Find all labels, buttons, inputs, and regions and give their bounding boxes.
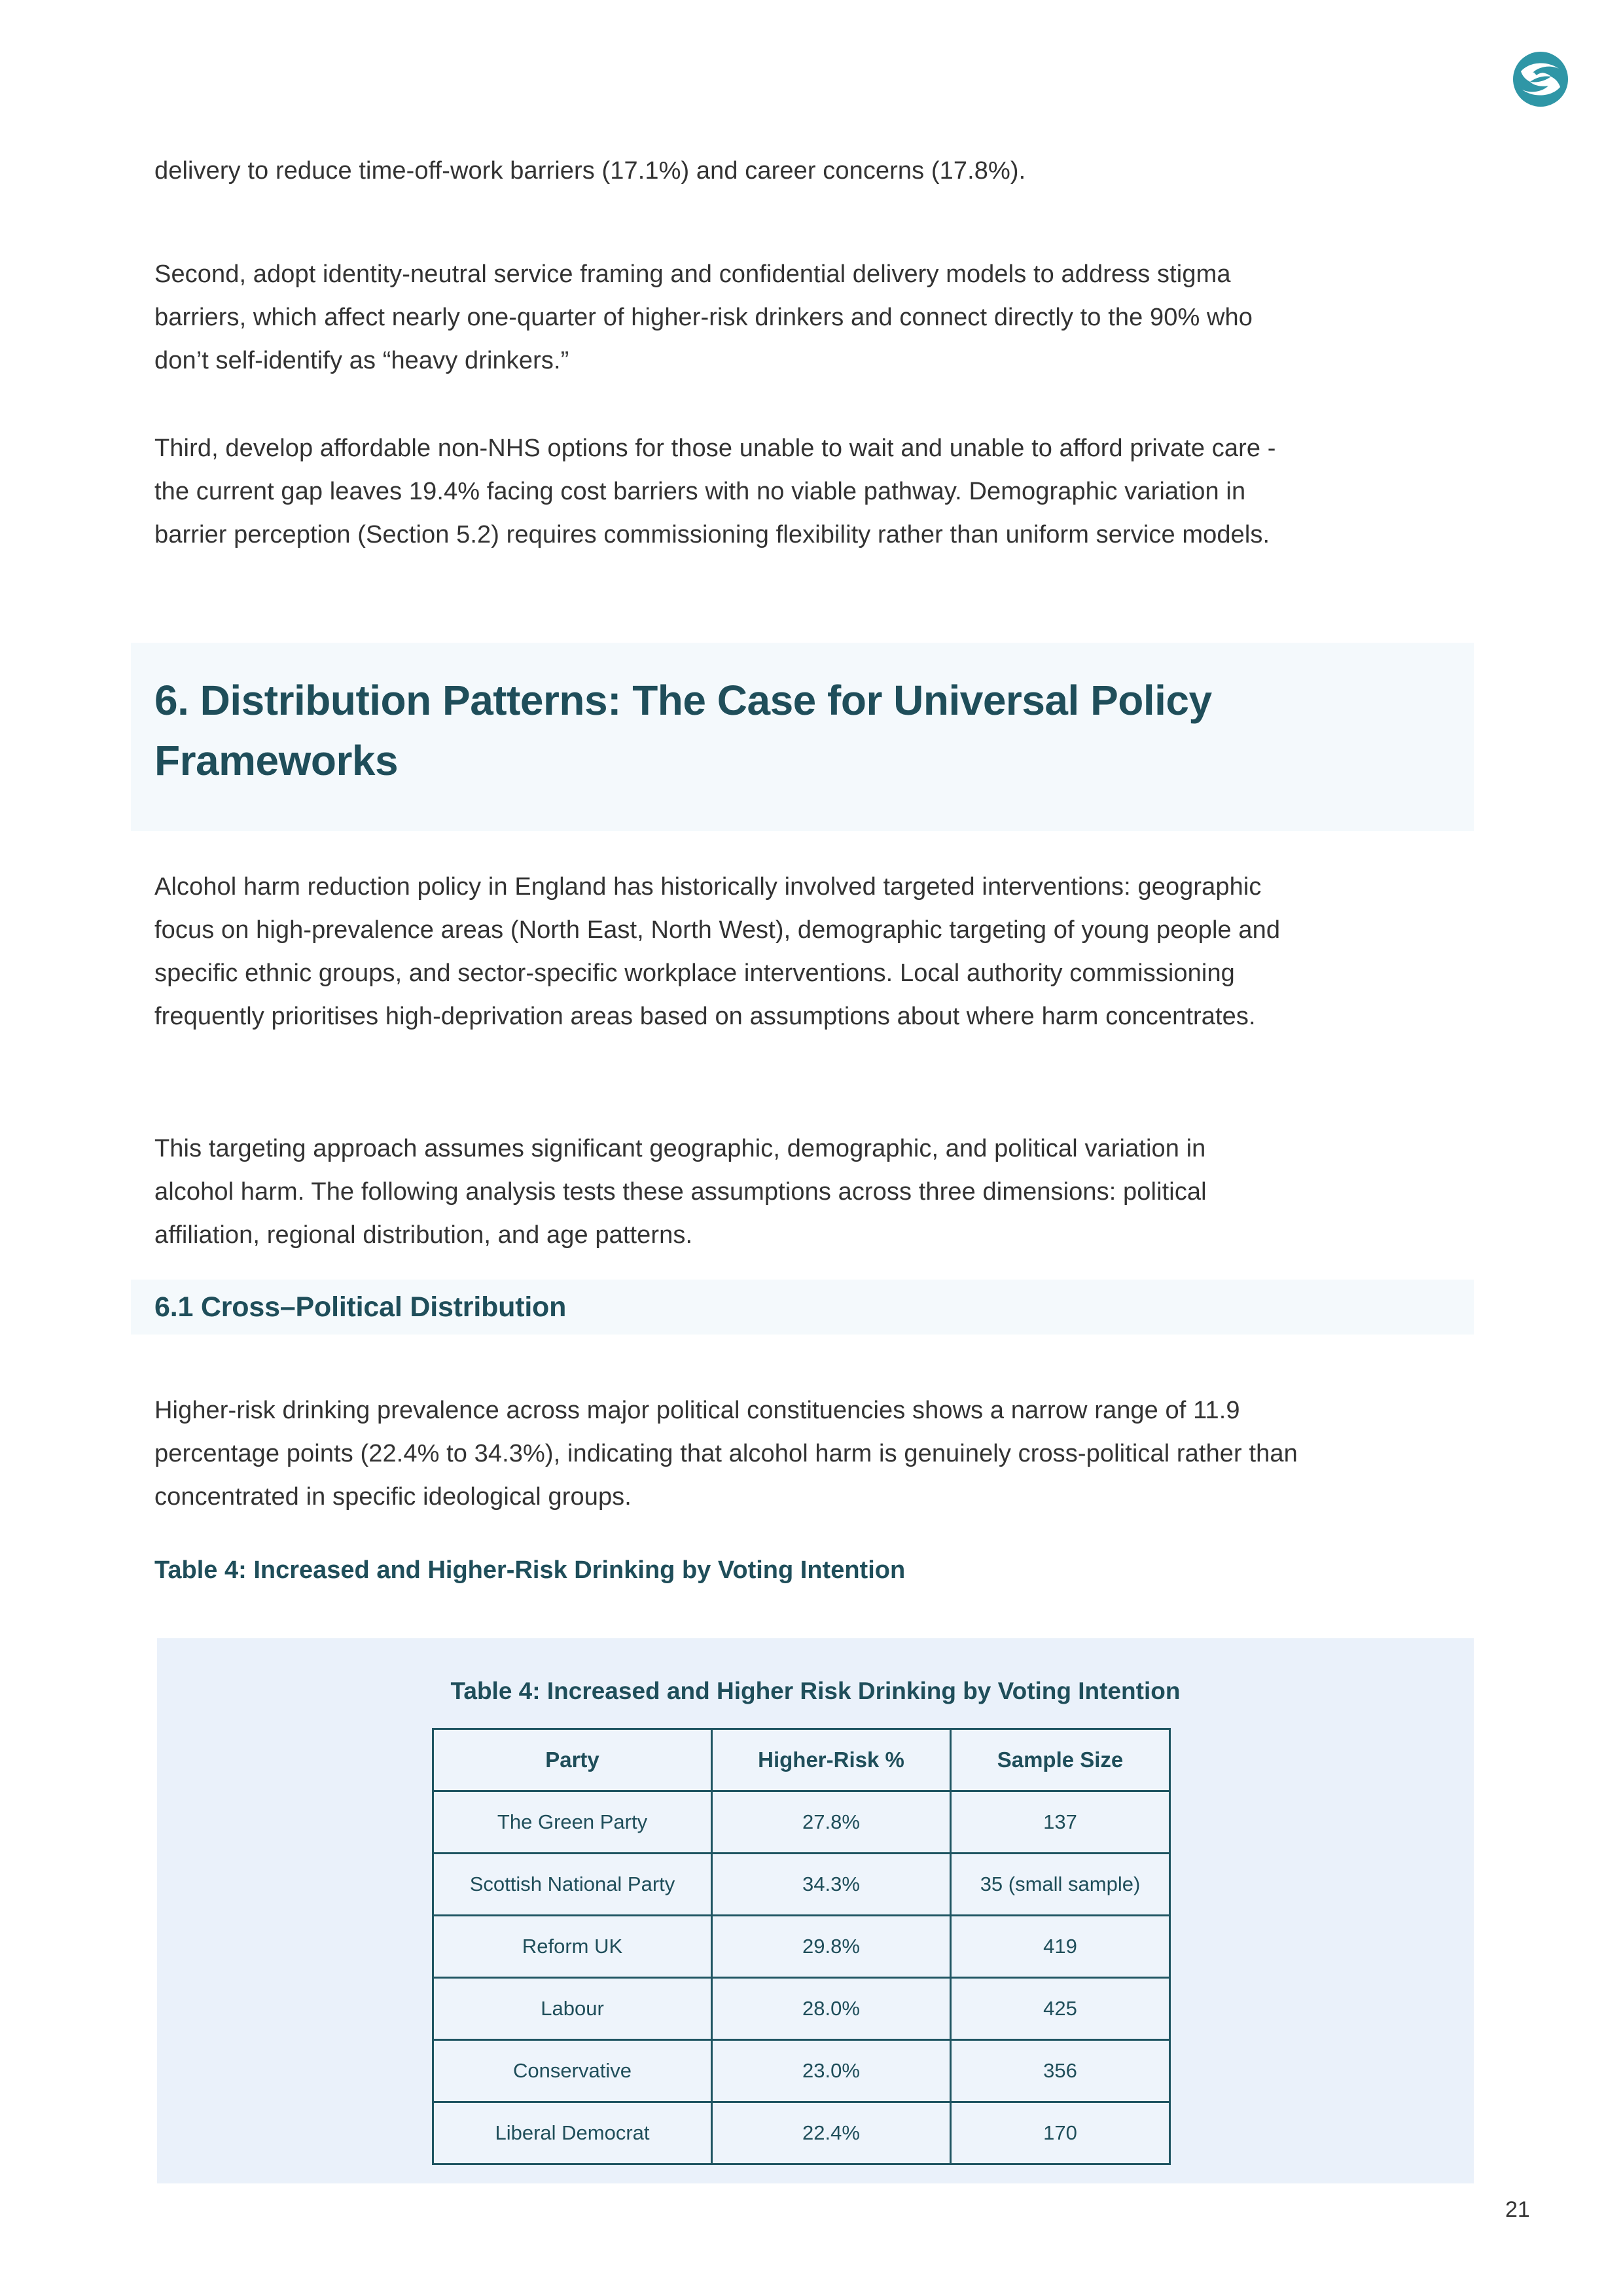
cell-party: Scottish National Party: [433, 1854, 712, 1916]
cell-higher-risk: 22.4%: [712, 2102, 951, 2164]
cell-sample-size: 356: [951, 2040, 1170, 2102]
subsection-heading: 6.1 Cross–Political Distribution: [154, 1291, 567, 1323]
cell-sample-size: 419: [951, 1916, 1170, 1978]
cell-party: Reform UK: [433, 1916, 712, 1978]
column-header-higher-risk: Higher-Risk %: [712, 1729, 951, 1791]
cell-sample-size: 170: [951, 2102, 1170, 2164]
column-header-party: Party: [433, 1729, 712, 1791]
cell-sample-size: 35 (small sample): [951, 1854, 1170, 1916]
paragraph-cross-political-range: Higher-risk drinking prevalence across major political constituencies shows a narrow range of 11.9 percentage points (22.4% to 34.3%), indicating that alcohol harm is genuinely cross-political rather than concentrated in specific ideological groups.: [154, 1397, 1298, 1511]
cell-sample-size: 425: [951, 1978, 1170, 2040]
table-title: Table 4: Increased and Higher Risk Drinking by Voting Intention: [450, 1677, 1181, 1704]
table-row: [433, 1791, 1170, 1854]
company-logo-icon: [1510, 49, 1571, 109]
cell-party: The Green Party: [433, 1791, 712, 1854]
table-row: [433, 1854, 1170, 1916]
table-row: [433, 1978, 1170, 2040]
cell-sample-size: 137: [951, 1791, 1170, 1854]
table-row: [433, 2102, 1170, 2164]
table-row: [433, 2040, 1170, 2102]
paragraph-second-recommendation: Second, adopt identity-neutral service framing and confidential delivery models to address stigma barriers, which affect nearly one-quarter of higher-risk drinkers and connect directly to the 90% who don’t self-identify as “heavy drinkers.”: [154, 260, 1253, 374]
paragraph-delivery-barriers: delivery to reduce time-off-work barriers (17.1%) and career concerns (17.8%).: [154, 157, 1026, 185]
section-heading: 6. Distribution Patterns: The Case for Universal Policy Frameworks: [154, 677, 1212, 784]
section-heading-band: [131, 643, 1474, 831]
column-header-sample-size: Sample Size: [951, 1729, 1170, 1791]
paragraph-targeting-assumptions: This targeting approach assumes significant geographic, demographic, and political variation in alcohol harm. The following analysis tests these assumptions across three dimensions: political affiliation, regional distribution, and age patterns.: [154, 1135, 1207, 1249]
table-header-row: [433, 1729, 1170, 1791]
voting-intention-table: [432, 1728, 1171, 2165]
paragraph-third-recommendation: Third, develop affordable non-NHS options for those unable to wait and unable to afford private care - the current gap leaves 19.4% facing cost barriers with no viable pathway. Demographic variation in barrier perception (Section 5.2) requires commissioning flexibility rather than uniform service models.: [154, 435, 1276, 548]
table-panel: [157, 1638, 1474, 2183]
table-row: [433, 1916, 1170, 1978]
cell-higher-risk: 28.0%: [712, 1978, 951, 2040]
cell-party: Liberal Democrat: [433, 2102, 712, 2164]
paragraph-targeted-interventions: Alcohol harm reduction policy in England has historically involved targeted interventions: geographic focus on high-prevalence areas (North East, North West), demographic targeting of young people and specific ethnic groups, and sector-specific workplace interventions. Local authority commissioning frequently prioritises high-deprivation areas based on assumptions about where harm concentrates.: [154, 873, 1281, 1030]
table-body: [433, 1791, 1170, 2164]
table-caption: Table 4: Increased and Higher-Risk Drinking by Voting Intention: [154, 1556, 906, 1584]
cell-higher-risk: 27.8%: [712, 1791, 951, 1854]
cell-higher-risk: 29.8%: [712, 1916, 951, 1978]
cell-higher-risk: 34.3%: [712, 1854, 951, 1916]
cell-higher-risk: 23.0%: [712, 2040, 951, 2102]
cell-party: Labour: [433, 1978, 712, 2040]
page-number: 21: [1505, 2197, 1530, 2222]
cell-party: Conservative: [433, 2040, 712, 2102]
subsection-heading-band: [131, 1280, 1474, 1335]
